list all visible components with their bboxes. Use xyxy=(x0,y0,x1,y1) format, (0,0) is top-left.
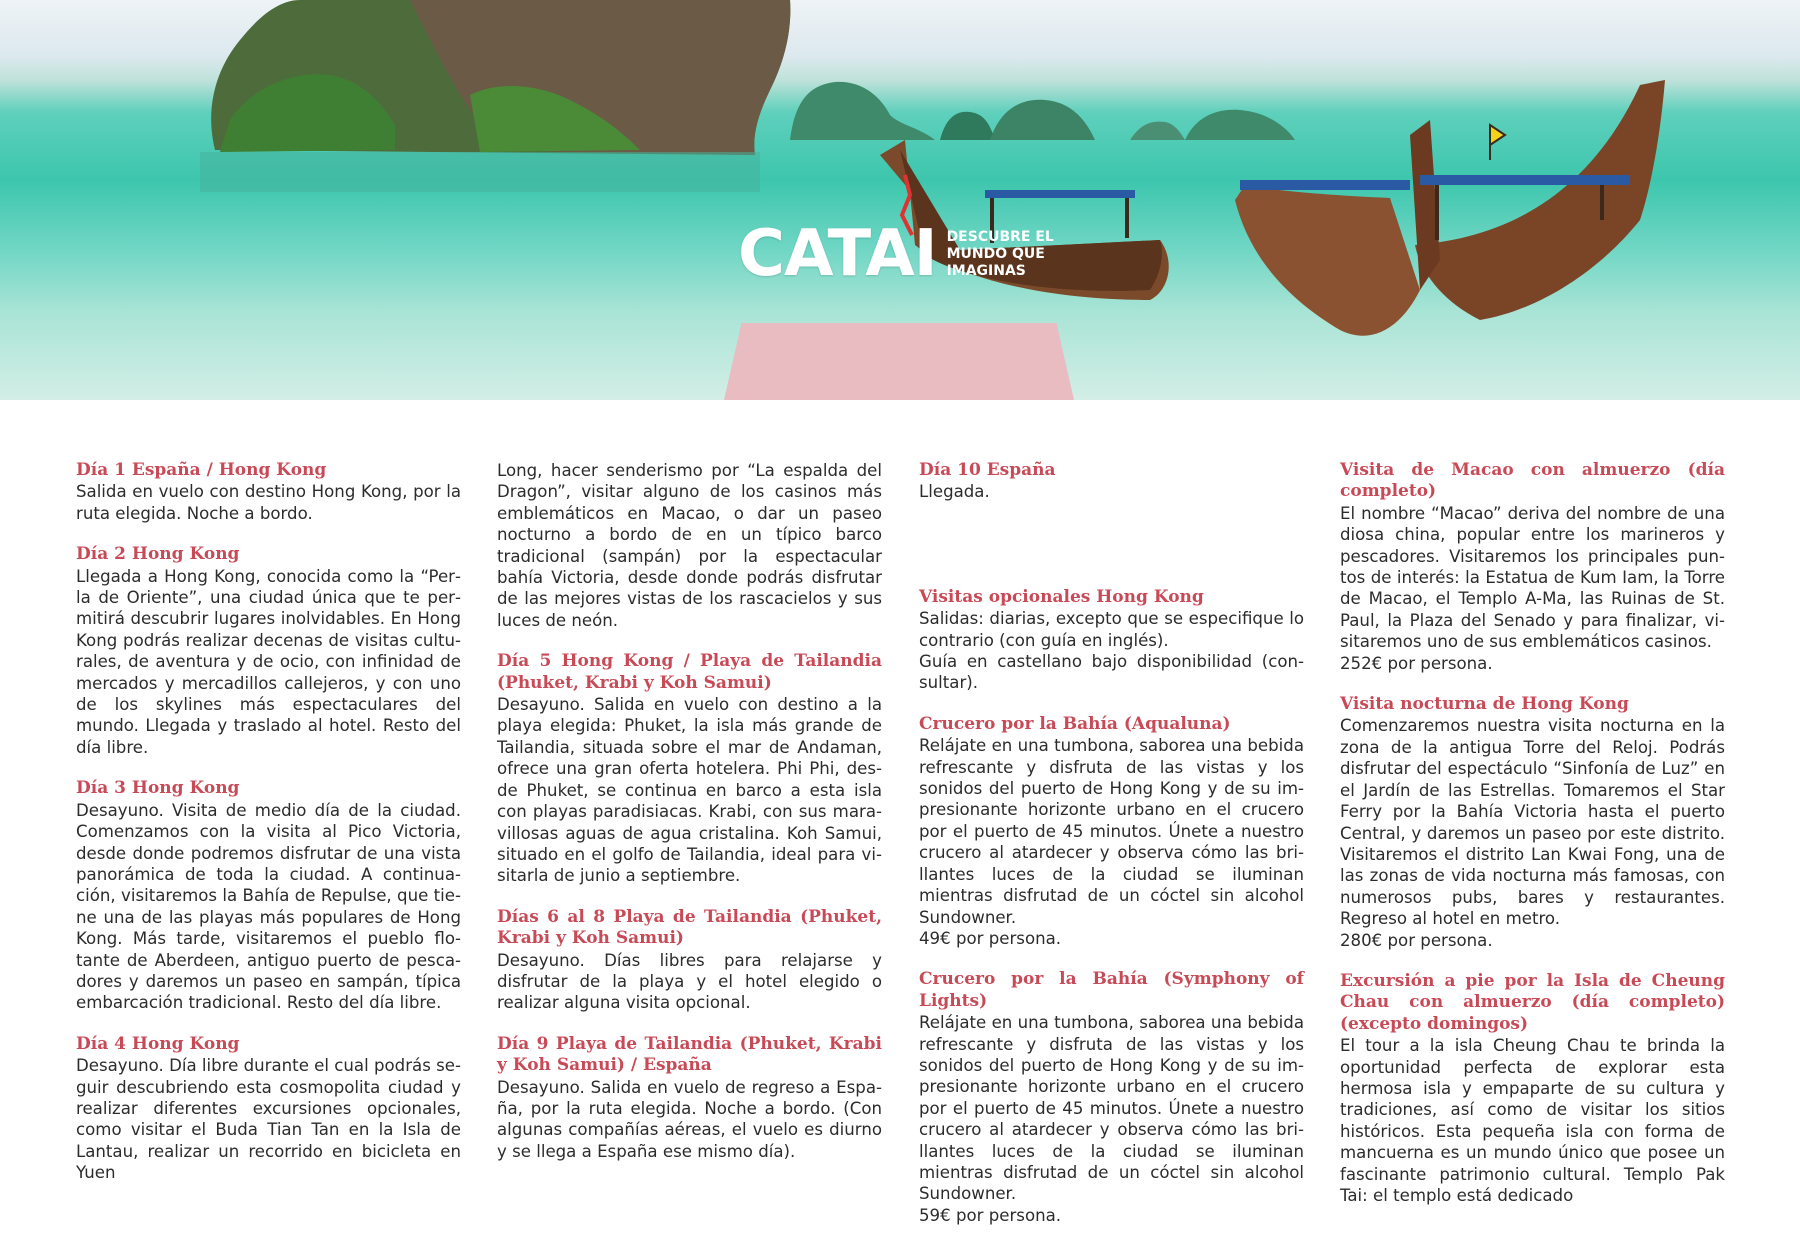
column-2 xyxy=(497,460,882,1182)
section-note: Guía en castellano bajo disponibilidad (consultar). xyxy=(919,652,1304,693)
section-heading: Día 2 Hong Kong xyxy=(76,544,240,565)
section-body: Salida en vuelo con destino Hong Kong, por la ruta elegida. Noche a bordo. xyxy=(76,482,461,523)
section-heading: Días 6 al 8 Playa de Tailandia (Phuket, Krabi y Koh Samui) xyxy=(497,906,882,949)
optional-visit xyxy=(1340,694,1725,951)
section-heading: Visitas opcionales Hong Kong xyxy=(919,586,1204,607)
section-body: Salidas: diarias, excepto que se especifique lo contrario (con guía en inglés). xyxy=(919,609,1304,650)
section-body: Desayuno. Salida en vuelo con destino a la playa elegida: Phuket, la isla más grande de Tailandia, situada sobre el mar de Andaman, ofrece una gran oferta hotelera. Phi Phi, desde Phuket, se continua en barco a esta isla con playas paradisiacas. Krabi, con sus maravillosas aguas de agua cristalina. Koh Samui, situado en el golfo de Tailandia, ideal para visitarla de junio a septiembre. xyxy=(497,695,882,886)
section-heading: Día 10 España xyxy=(919,460,1056,480)
brand-tagline: DESCUBRE EL MUNDO QUE IMAGINAS xyxy=(946,228,1054,279)
section-heading: Día 5 Hong Kong / Playa de Tailandia (Phuket, Krabi y Koh Samui) xyxy=(497,651,882,693)
optional-visit xyxy=(1340,971,1725,1206)
hero-photo xyxy=(0,0,1800,400)
itinerary-day xyxy=(919,460,1304,503)
section-body: Relájate en una tumbona, saborea una bebida refrescante y disfruta de las vistas y los sonidos del puerto de Hong Kong y de su impresionante horizonte urbano en el crucero por el puerto de 45 minutos. Únete a nuestro crucero al atardecer y observa cómo las brillantes luces de la ciudad se iluminan mientras disfrutad de un cóctel sin alcohol Sundowner. xyxy=(919,1013,1304,1204)
optional-visit xyxy=(919,714,1304,949)
pink-tab-decoration xyxy=(724,323,1074,400)
section-heading: Visita de Macao con almuerzo (día completo) xyxy=(1340,460,1725,502)
section-body: Desayuno. Salida en vuelo de regreso a España, por la ruta elegida. Noche a bordo. (Con algunas compañías aéreas, el vuelo es diurno y se llega a España ese mismo día). xyxy=(497,1077,882,1161)
section-heading: Visita nocturna de Hong Kong xyxy=(1340,694,1629,715)
price-text: 252€ por persona. xyxy=(1340,653,1493,673)
section-heading: Día 1 España / Hong Kong xyxy=(76,460,327,480)
itinerary-day xyxy=(497,651,882,886)
itinerary-day xyxy=(76,778,461,1013)
section-body: Desayuno. Días libres para relajarse y disfrutar de la playa y el hotel elegido o realizar alguna visita opcional. xyxy=(497,950,882,1013)
column-1 xyxy=(76,460,461,1204)
section-body: Long, hacer senderismo por “La espalda del Dragon”, visitar alguno de los casinos más emblemáticos en Macao, o dar un paseo nocturno a bordo de en un típico barco tradicional (sampán) por la espectacular bahía Victoria, desde donde podrás disfrutar de las mejores vistas de los rascacielos y sus luces de neón. xyxy=(497,461,882,630)
optional-visit xyxy=(919,969,1304,1226)
section-heading: Día 4 Hong Kong xyxy=(76,1033,240,1054)
itinerary-day xyxy=(76,544,461,758)
itinerary-day xyxy=(76,1034,461,1184)
itinerary-day xyxy=(497,907,882,1014)
section-body: Relájate en una tumbona, saborea una bebida refrescante y disfruta de las vistas y los sonidos del puerto de Hong Kong y de su impresionante horizonte urbano en el crucero por el puerto de 45 minutos. Únete a nuestro crucero al atardecer y observa cómo las brillantes luces de la ciudad se iluminan mientras disfrutad de un cóctel sin alcohol Sundowner. xyxy=(919,736,1304,927)
section-heading: Crucero por la Bahía (Symphony of Lights) xyxy=(919,969,1304,1011)
itinerary-day xyxy=(76,460,461,524)
column-4 xyxy=(1340,460,1725,1226)
longtail-boat-right xyxy=(1235,80,1665,336)
price-text: 59€ por persona. xyxy=(919,1205,1062,1225)
itinerary-continuation xyxy=(497,460,882,631)
brand-name: CATAI xyxy=(738,217,937,291)
itinerary-day xyxy=(497,1034,882,1162)
section-heading: Excursión a pie por la Isla de Cheung Chau con almuerzo (día completo) (excepto domingos) xyxy=(1340,970,1725,1034)
section-heading: Crucero por la Bahía (Aqualuna) xyxy=(919,713,1231,734)
section-body: El tour a la isla Cheung Chau te brinda la oportunidad perfecta de explorar esta hermosa isla y empaparte de su cultura y tradiciones, así como de visitar los sitios históricos. Esta pequeña isla con forma de mancuerna es un mundo único que posee un fascinante patrimonio cultural. Templo Pak Tai: el templo está dedicado xyxy=(1340,1036,1725,1205)
section-body: Llegada. xyxy=(919,482,990,502)
optional-visit xyxy=(1340,460,1725,674)
section-body: Comenzaremos nuestra visita nocturna en la zona de la antigua Torre del Reloj. Podrás disfrutar del espectáculo “Sinfonía de Luz” en el Jardín de las Estrellas. Tomaremos el Star Ferry por la Bahía Victoria hasta el puerto Central, y daremos un paseo por este distrito. Visitaremos el distrito Lan Kwai Fong, una de las zonas de vida nocturna más famosas, con numerosos pubs, bares y restaurantes. Regreso al hotel en metro. xyxy=(1340,716,1725,929)
section-body: Desayuno. Día libre durante el cual podrás seguir descubriendo esta cosmopolita ciudad y realizar diferentes excursiones opcionales, como visitar el Buda Tian Tan en la Isla de Lantau, realizar un recorrido en bicicleta en Yuen xyxy=(76,1056,461,1183)
price-text: 280€ por persona. xyxy=(1340,930,1493,950)
optional-visits-intro xyxy=(919,587,1304,694)
price-text: 49€ por persona. xyxy=(919,928,1062,948)
section-body: Desayuno. Visita de medio día de la ciudad. Comenzamos con la visita al Pico Victoria, desde donde podremos disfrutar de una vista panorámica de toda la ciudad. A continuación, visitaremos la Bahía de Repulse, que tiene una de las playas más populares de Hong Kong. Más tarde, visitaremos el pueblo flotante de Aberdeen, antiguo puerto de pescadores y daremos un paseo en sampán, típica embarcación tradicional. Resto del día libre. xyxy=(76,800,461,1013)
section-body: Llegada a Hong Kong, conocida como la “Perla de Oriente”, una ciudad única que te permitirá descubrir lugares inolvidables. En Hong Kong podrás realizar decenas de visitas culturales, de aventura y de ocio, con infinidad de mercados y mercadillos callejeros, y con uno de los skylines más espectaculares del mundo. Llegada y traslado al hotel. Resto del día libre. xyxy=(76,566,461,757)
section-heading: Día 3 Hong Kong xyxy=(76,778,240,799)
spacer xyxy=(919,523,1304,587)
section-body: El nombre “Macao” deriva del nombre de una diosa china, popular entre los marineros y pescadores. Visitaremos los principales puntos de interés: la Estatua de Kum Iam, la Torre de Macao, el Templo A-Ma, las Ruinas de St. Paul, la Plaza del Senado y para finalizar, visitaremos uno de sus emblemáticos casinos. xyxy=(1340,503,1725,652)
section-heading: Día 9 Playa de Tailandia (Phuket, Krabi y Koh Samui) / España xyxy=(497,1033,882,1076)
catai-logo xyxy=(738,217,1077,291)
column-3 xyxy=(919,460,1304,1246)
